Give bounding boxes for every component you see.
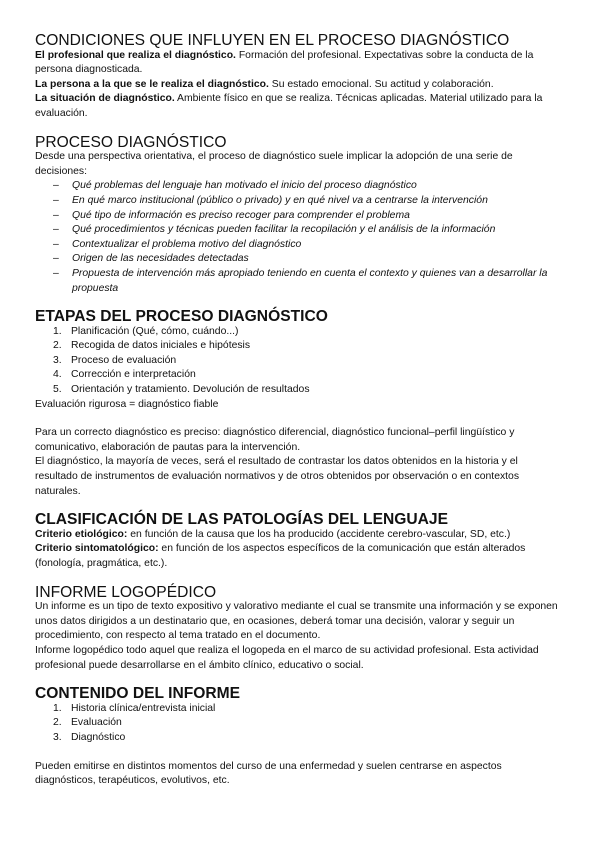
list-item <box>53 702 560 717</box>
paragraph-informe-definicion: Un informe es un tipo de texto expositivo y valorativo mediante el cual se transmite una información y se exponen unos datos dirigidos a un destinatario que, en ocasiones, deberá tomar una decisión, valorar y seguir un procedimiento, con respecto al tema tratado en el documento. <box>35 601 558 642</box>
item-text: Evaluación <box>71 717 122 729</box>
bold-label: Criterio etiológico: <box>35 528 128 540</box>
list-item <box>53 731 560 746</box>
paragraph-profesional <box>35 49 560 78</box>
paragraph-criterio-etiologico <box>35 528 560 543</box>
bold-label: La situación de diagnóstico. <box>35 93 175 105</box>
paragraph-intro: Desde una perspectiva orientativa, el proceso de diagnóstico suele implicar la adopción de una serie de decisiones: <box>35 151 513 177</box>
item-number: 3. <box>53 354 62 366</box>
bold-label: La persona a la que se le realiza el diagnóstico. <box>35 78 269 90</box>
text: Su estado emocional. Su actitud y colaboración. <box>268 78 494 90</box>
section-title-proceso: PROCESO DIAGNÓSTICO <box>35 133 227 151</box>
item-number: 2. <box>53 340 62 352</box>
paragraph-persona <box>35 78 560 93</box>
paragraph-situacion <box>35 92 560 121</box>
paragraph-emision: Pueden emitirse en distintos momentos del curso de una enfermedad y suelen centrarse en aspectos diagnósticos, terapéuticos, evolutivos, etc. <box>35 760 502 787</box>
text: en función de los aspectos específicos de la comunicación que están alterados (fonología, pragmática, etc.). <box>35 543 526 569</box>
list-item <box>53 368 560 383</box>
content-list <box>35 702 560 746</box>
section-title-informe: INFORME LOGOPÉDICO <box>35 583 217 601</box>
paragraph-informe-logopedico: Informe logopédico todo aquel que realiza el logopeda en el marco de su actividad profesional. Esta actividad profesional puede desarrollarse en el ámbito clínico, educativo o social. <box>35 644 539 671</box>
list-item: – Qué procedimientos y técnicas pueden facilitar la recopilación y el análisis de la información <box>53 223 560 238</box>
section-title-etapas: ETAPAS DEL PROCESO DIAGNÓSTICO <box>35 308 328 326</box>
bold-label: Criterio sintomatológico: <box>35 543 159 555</box>
list-item <box>53 716 560 731</box>
section-title-contenido: CONTENIDO DEL INFORME <box>35 685 241 703</box>
list-item: – Contextualizar el problema motivo del diagnóstico <box>53 238 560 253</box>
paragraph-criterio-sintomatologico <box>35 542 560 571</box>
stages-list <box>35 325 560 398</box>
item-text: Corrección e interpretación <box>71 369 196 381</box>
item-text: Historia clínica/entrevista inicial <box>71 702 216 714</box>
item-number: 5. <box>53 384 62 396</box>
list-item <box>53 325 560 340</box>
item-number: 3. <box>53 731 62 743</box>
item-number: 1. <box>53 325 62 337</box>
item-text: Diagnóstico <box>71 731 126 743</box>
item-number: 2. <box>53 717 62 729</box>
item-text: Orientación y tratamiento. Devolución de resultados <box>71 384 310 396</box>
text: Ambiente físico en que se realiza. Técnicas aplicadas. Material utilizado para la evaluación. <box>35 93 543 119</box>
list-item: – Propuesta de intervención más apropiado teniendo en cuenta el contexto y quienes van a desarrollar la propuesta <box>53 267 560 296</box>
section-title-clasificacion: CLASIFICACIÓN DE LAS PATOLOGÍAS DEL LENGUAJE <box>35 511 448 529</box>
bold-label: El profesional que realiza el diagnóstico. <box>35 49 236 61</box>
item-number: 1. <box>53 702 62 714</box>
item-text: Planificación (Qué, cómo, cuándo...) <box>71 325 239 337</box>
text: Formación del profesional. Expectativas sobre la conducta de la persona diagnosticada. <box>35 49 534 76</box>
item-text: Recogida de datos iniciales e hipótesis <box>71 340 251 352</box>
list-item <box>53 383 560 398</box>
list-item: – En qué marco institucional (público o privado) y en qué nivel va a centrarse la intervención <box>53 194 560 209</box>
decision-list <box>35 179 560 296</box>
list-item: – Qué problemas del lenguaje han motivado el inicio del proceso diagnóstico <box>53 179 560 194</box>
item-number: 4. <box>53 369 62 381</box>
item-text: Proceso de evaluación <box>71 354 177 366</box>
section-title-condiciones: CONDICIONES QUE INFLUYEN EN EL PROCESO DIAGNÓSTICO <box>35 32 510 49</box>
text: en función de la causa que los ha producido (accidente cerebro-vascular, SD, etc.) <box>127 528 511 540</box>
list-item: – Origen de las necesidades detectadas <box>53 252 560 267</box>
list-item <box>53 339 560 354</box>
list-item: – Qué tipo de información es preciso recoger para comprender el problema <box>53 209 560 224</box>
evaluation-note: Evaluación rigurosa = diagnóstico fiable <box>35 398 219 410</box>
list-item <box>53 354 560 369</box>
paragraph-correcto-diagnostico: Para un correcto diagnóstico es preciso: diagnóstico diferencial, diagnóstico funcional–perfil lingüístico y comunicativo, elaboración de pautas para la intervención. <box>35 427 515 453</box>
paragraph-resultado: El diagnóstico, la mayoría de veces, será el resultado de contrastar los datos obtenidos en la historia y el resultado de instrumentos de evaluación normativos y de otros obtenidos por observación o en contextos naturales. <box>35 456 520 497</box>
